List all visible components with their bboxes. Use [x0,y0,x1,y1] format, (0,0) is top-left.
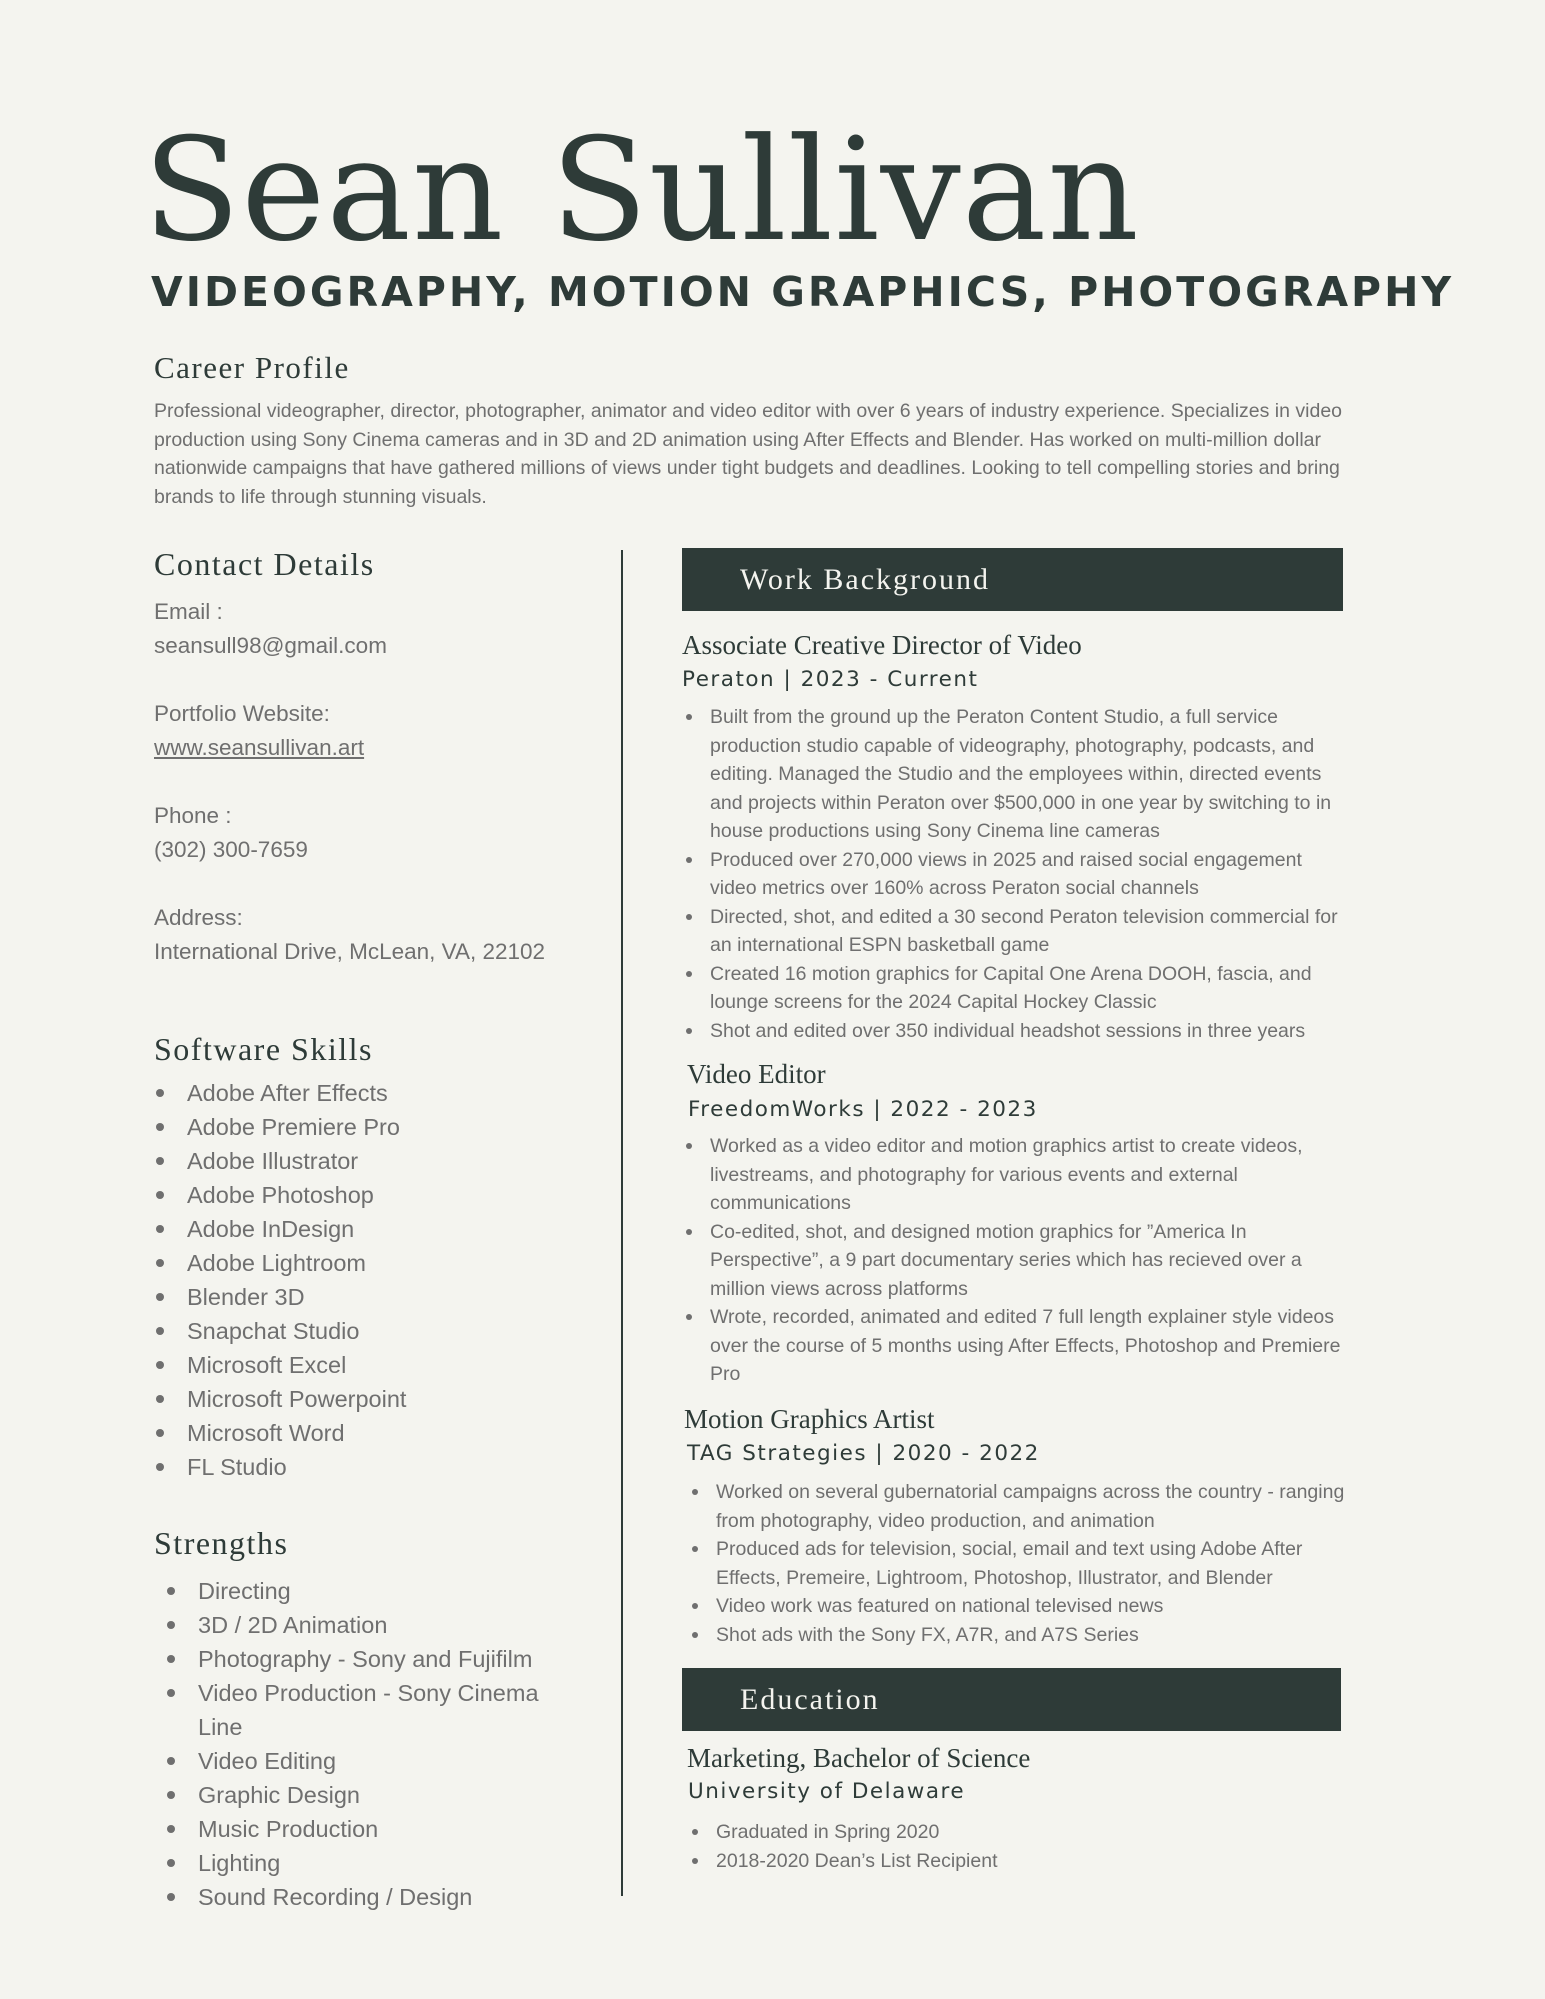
list-item: Produced ads for television, social, email and text using Adobe After Effects, Premeire, Lightroom, Photoshop, Illustrator, and Blender [688,1535,1356,1592]
list-item: Adobe Premiere Pro [154,1110,594,1144]
resume-name: Sean Sullivan [143,108,1140,273]
contact-website [154,697,604,765]
list-item: Adobe Illustrator [154,1144,594,1178]
software-skills-list [154,1076,594,1484]
list-item: Microsoft Powerpoint [154,1382,594,1416]
list-item: Video Editing [165,1744,585,1778]
list-item: Shot ads with the Sony FX, A7R, and A7S Series [688,1621,1356,1650]
column-divider [621,550,623,1896]
job-bullets [682,1132,1350,1389]
list-item: Worked on several gubernatorial campaigns across the country - ranging from photography, video production, and animation [688,1478,1356,1535]
list-item: Graphic Design [165,1778,585,1812]
list-item: Directing [165,1574,585,1608]
portfolio-website-link[interactable]: www.seansullivan.art [154,735,365,760]
list-item: Blender 3D [154,1280,594,1314]
job-title: Associate Creative Director of Video [682,630,1082,660]
contact-address [154,901,604,969]
phone-value: (302) 300-7659 [154,837,308,862]
list-item: Wrote, recorded, animated and edited 7 full length explainer style videos over the course of 5 months using After Effects, Photoshop and Premiere Pro [682,1303,1350,1389]
list-item: Adobe Photoshop [154,1178,594,1212]
job-company: FreedomWorks | 2022 - 2023 [688,1097,1038,1122]
contact-details [154,595,604,1003]
list-item: Lighting [165,1846,585,1880]
job-company: Peraton | 2023 - Current [682,667,979,692]
list-item: Co-edited, shot, and designed motion graphics for ”America In Perspective”, a 9 part documentary series which has recieved over a million views across platforms [682,1218,1350,1304]
list-item: Microsoft Excel [154,1348,594,1382]
list-item: Snapchat Studio [154,1314,594,1348]
list-item: FL Studio [154,1450,594,1484]
email-value: seansull98@gmail.com [154,633,387,658]
list-item: Built from the ground up the Peraton Content Studio, a full service production studio capable of videography, photography, podcasts, and editing. Managed the Studio and the employees within, directed events and projects within Peraton over $500,000 in one year by switching to in house productions using Sony Cinema line cameras [682,703,1350,846]
contact-details-heading: Contact Details [154,546,375,582]
contact-email [154,595,604,663]
education-heading: Education [740,1683,880,1716]
list-item: Adobe Lightroom [154,1246,594,1280]
list-item: Created 16 motion graphics for Capital One Arena DOOH, fascia, and lounge screens for the 2024 Capital Hockey Classic [682,960,1350,1017]
list-item: Video work was featured on national televised news [688,1592,1356,1621]
phone-label: Phone : [154,803,232,828]
list-item: Graduated in Spring 2020 [688,1818,1348,1847]
list-item: Music Production [165,1812,585,1846]
career-profile-text: Professional videographer, director, photographer, animator and video editor with over 6 years of industry experience. Specializes in video production using Sony Cinema cameras and in 3D and 2D animation using After Effects and Blender. Has worked on multi-million dollar nationwide campaigns that have gathered millions of views under tight budgets and deadlines. Looking to tell compelling stories and bring brands to life through stunning visuals. [154,400,1343,508]
list-item: Adobe InDesign [154,1212,594,1246]
list-item: Produced over 270,000 views in 2025 and raised social engagement video metrics over 160% across Peraton social channels [682,846,1350,903]
education-header [682,1668,1341,1731]
list-item: Shot and edited over 350 individual headshot sessions in three years [682,1017,1350,1046]
list-item: Microsoft Word [154,1416,594,1450]
list-item: Photography - Sony and Fujifilm [165,1642,585,1676]
job-company: TAG Strategies | 2020 - 2022 [687,1441,1040,1466]
education-school: University of Delaware [688,1779,966,1804]
job-title: Video Editor [687,1059,826,1089]
education-degree: Marketing, Bachelor of Science [687,1743,1031,1773]
career-profile-heading: Career Profile [154,350,350,385]
list-item: Adobe After Effects [154,1076,594,1110]
list-item: Worked as a video editor and motion graphics artist to create videos, livestreams, and photography for various events and external communications [682,1132,1350,1218]
job-title: Motion Graphics Artist [684,1404,935,1434]
address-label: Address: [154,905,243,930]
strengths-heading: Strengths [154,1525,289,1561]
job-bullets [682,703,1350,1045]
strengths-list [165,1574,585,1914]
website-label: Portfolio Website: [154,701,330,726]
list-item: 2018-2020 Dean’s List Recipient [688,1847,1348,1876]
email-label: Email : [154,599,223,624]
list-item: Video Production - Sony Cinema Line [165,1676,585,1744]
contact-phone [154,799,604,867]
education-bullets [688,1818,1348,1875]
work-background-header [682,548,1343,611]
software-skills-heading: Software Skills [154,1031,373,1067]
list-item: Directed, shot, and edited a 30 second Peraton television commercial for an international ESPN basketball game [682,903,1350,960]
list-item: 3D / 2D Animation [165,1608,585,1642]
address-value: International Drive, McLean, VA, 22102 [154,939,546,964]
work-background-heading: Work Background [740,563,991,596]
list-item: Sound Recording / Design [165,1880,585,1914]
resume-subtitle: VIDEOGRAPHY, MOTION GRAPHICS, PHOTOGRAPHY [151,268,1455,316]
job-bullets [688,1478,1356,1649]
